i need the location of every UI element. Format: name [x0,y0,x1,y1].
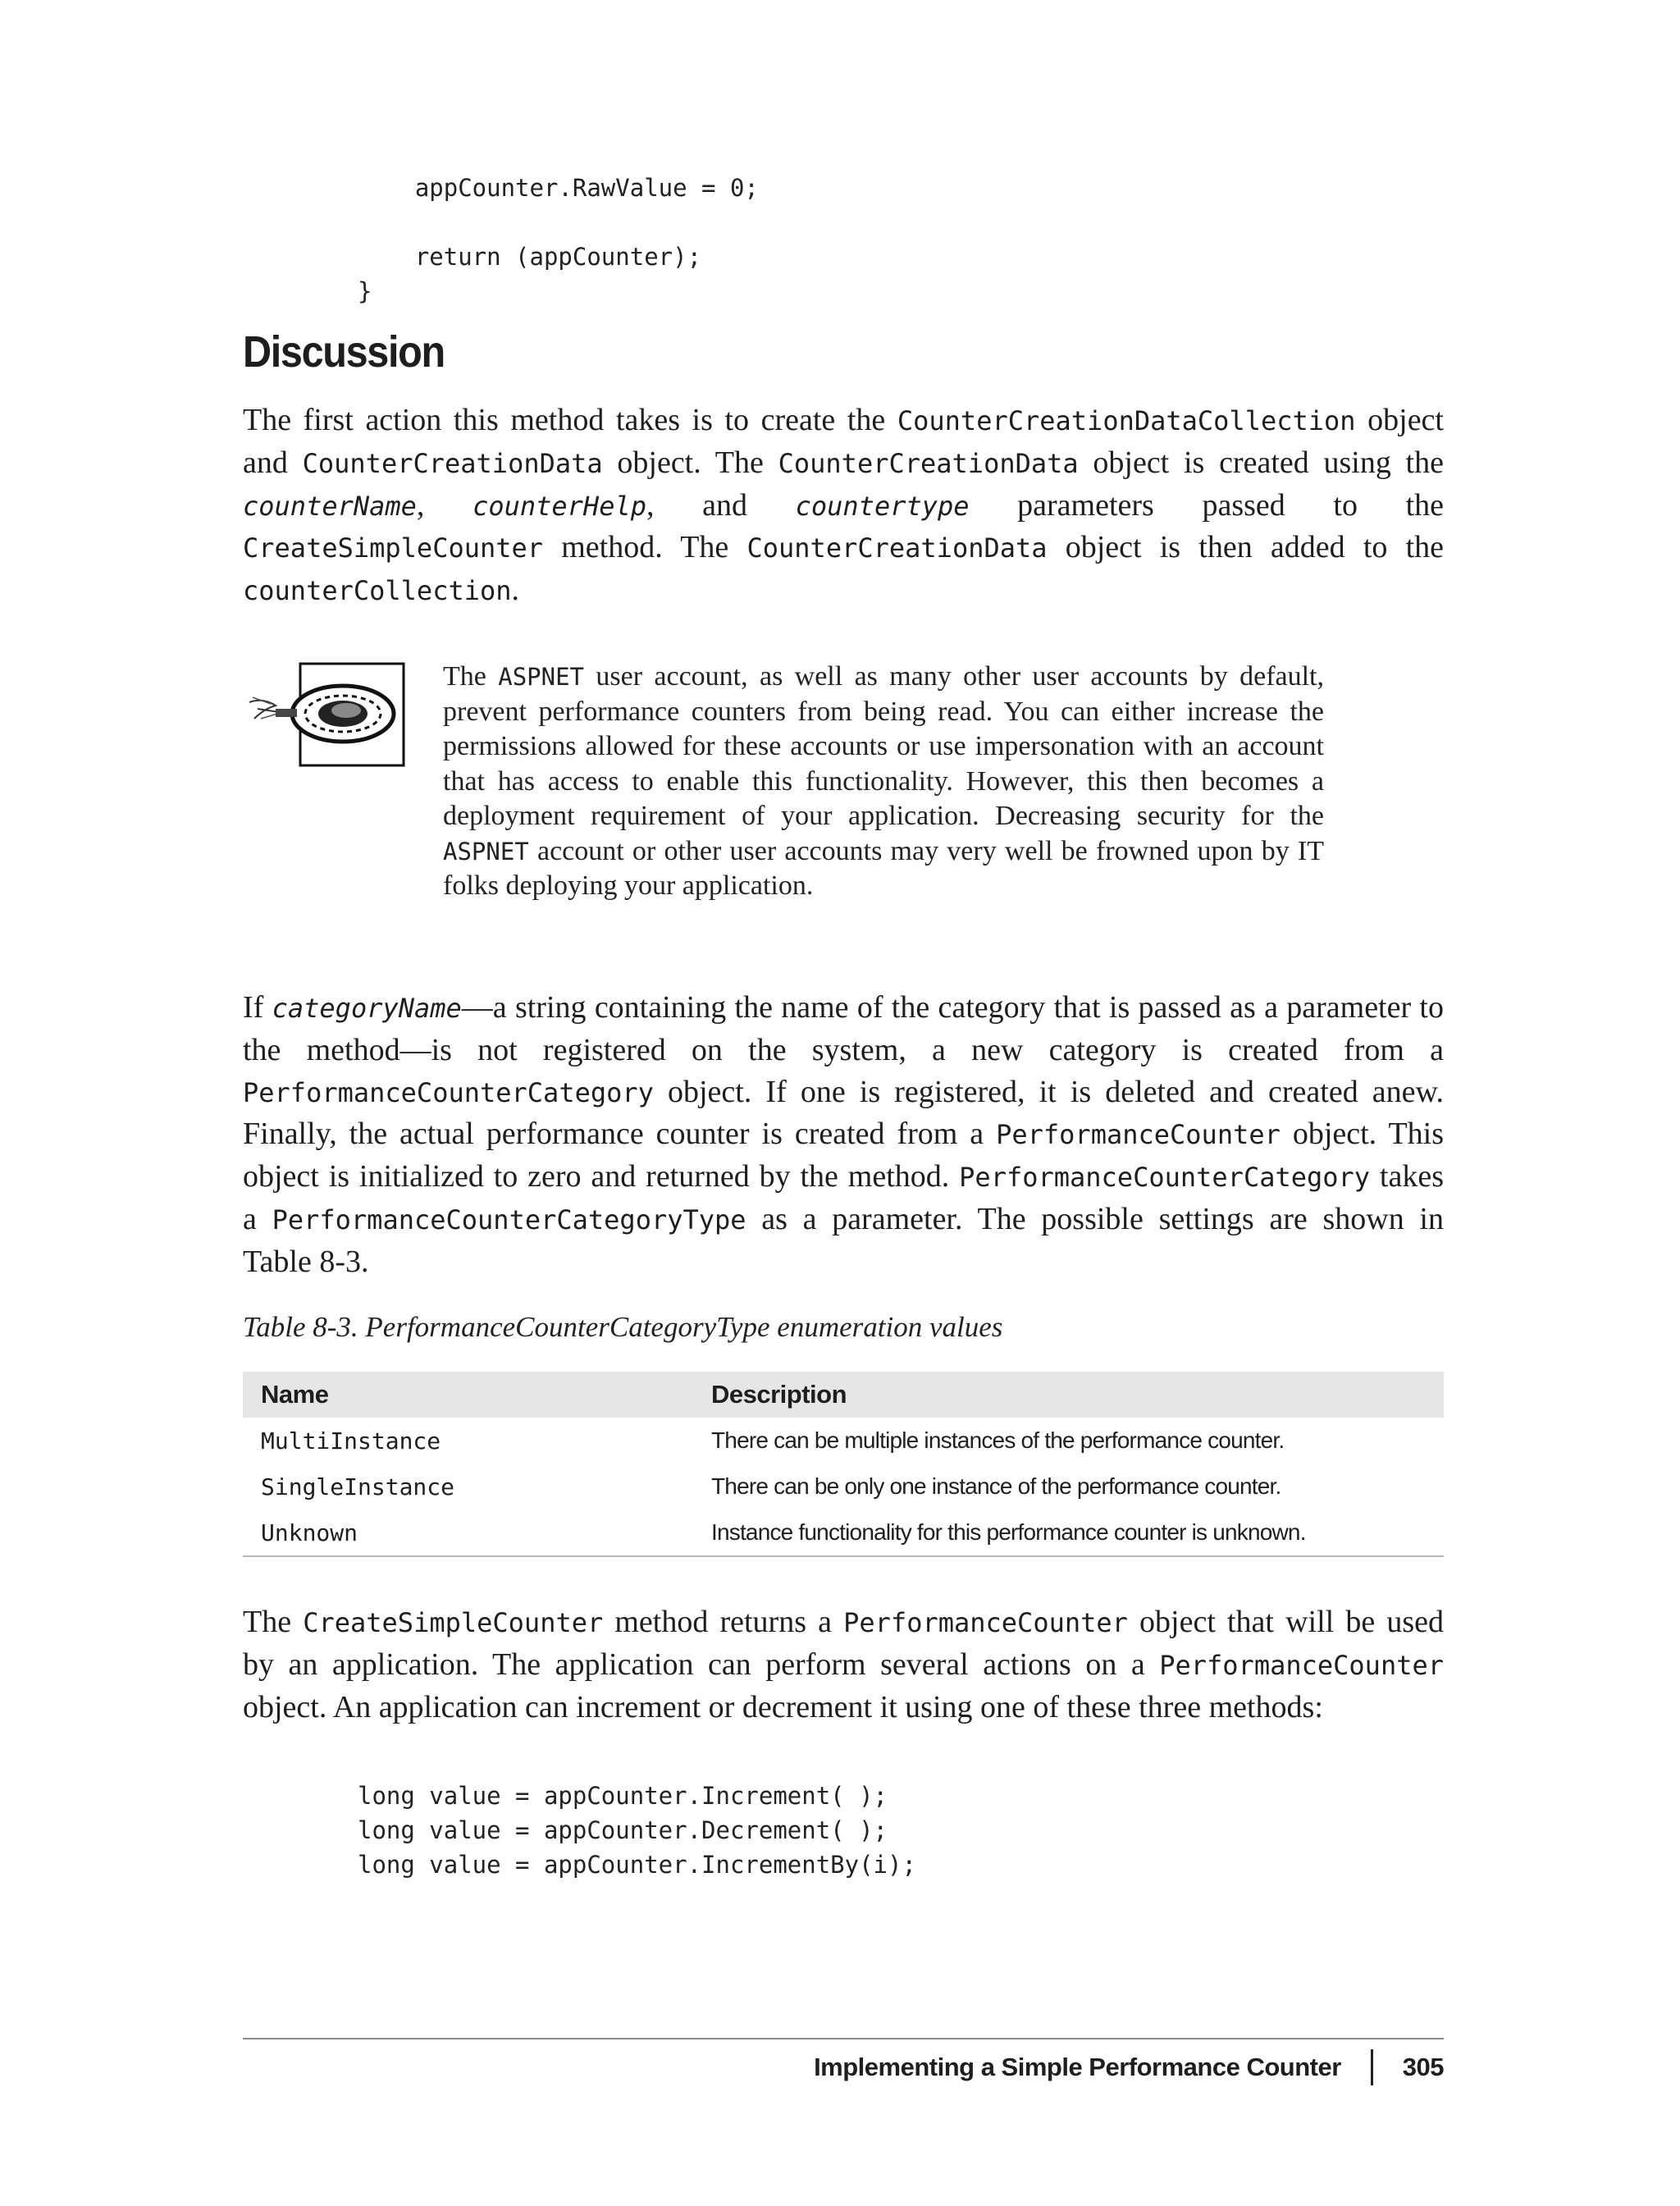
enum-values-table [243,1372,1444,1557]
section-title: Discussion [243,327,445,377]
code-block-top: appCounter.RawValue = 0; return (appCounter); } [358,174,759,305]
table-cell-name: MultiInstance [261,1427,441,1455]
code-block-bottom: long value = appCounter.Increment( ); long value = appCounter.Decrement( ); long value = appCounter.IncrementBy(i); [358,1782,916,1879]
page-footer [814,2049,1444,2085]
paragraph-discussion-3: The CreateSimpleCounter method returns a PerformanceCounter object that will be used by an application. The application can perform several actions on a PerformanceCounter object. An application can increment or decrement it using one of these three methods: [243,1605,1444,1724]
table-cell-description: Instance functionality for this performance counter is unknown. [700,1509,1444,1556]
table-cell-name: SingleInstance [261,1473,455,1500]
table-caption: Table 8-3. PerformanceCounterCategoryType enumeration values [243,1311,1003,1343]
table-header-row [243,1372,1444,1418]
footer-divider [243,2038,1444,2039]
warning-trap-icon [246,661,407,768]
table-cell-name: Unknown [243,1509,700,1556]
table-cell-description: There can be multiple instances of the performance counter. [711,1427,1285,1453]
footer-section-name: Implementing a Simple Performance Counter [814,2053,1341,2081]
table-row [243,1464,1444,1509]
table-cell-description: There can be only one instance of the performance counter. [711,1473,1281,1499]
table-header-name: Name [243,1372,700,1418]
table-row [243,1418,1444,1464]
paragraph-discussion-1: The first action this method takes is to create the CounterCreationDataCollection object and CounterCreationData object. The CounterCreationData object is created using the counterName, counterHelp, and countertype parameters passed to the CreateSimpleCounter method. The CounterCreationData object is then added to the counterCollection. [243,403,1445,608]
warning-note: The ASPNET user account, as well as many other user accounts by default, prevent performance counters from being read. You can either increase the permissions allowed for these accounts or use impersonation with an account that has access to enable this functionality. However, this then becomes a deployment requirement of your application. Decreasing security for the ASPNET account or other user accounts may very well be frowned upon by IT folks deploying your application. [443,661,1325,901]
table-row [243,1509,1444,1556]
page-number: 305 [1402,2053,1444,2081]
table-header-description: Description [700,1372,1444,1418]
paragraph-discussion-2: If categoryName—a string containing the name of the category that is passed as a parameter to the method—is not registered on the system, a new category is created from a PerformanceCounterCategory object. If one is registered, it is deleted and created anew. Finally, the actual performance counter is created from a PerformanceCounter object. This object is initialized to zero and returned by the method. PerformanceCounterCategory takes a PerformanceCounterCategoryType as a parameter. The possible settings are shown in Table 8-3. [243,990,1445,1279]
footer-separator [1371,2049,1373,2085]
